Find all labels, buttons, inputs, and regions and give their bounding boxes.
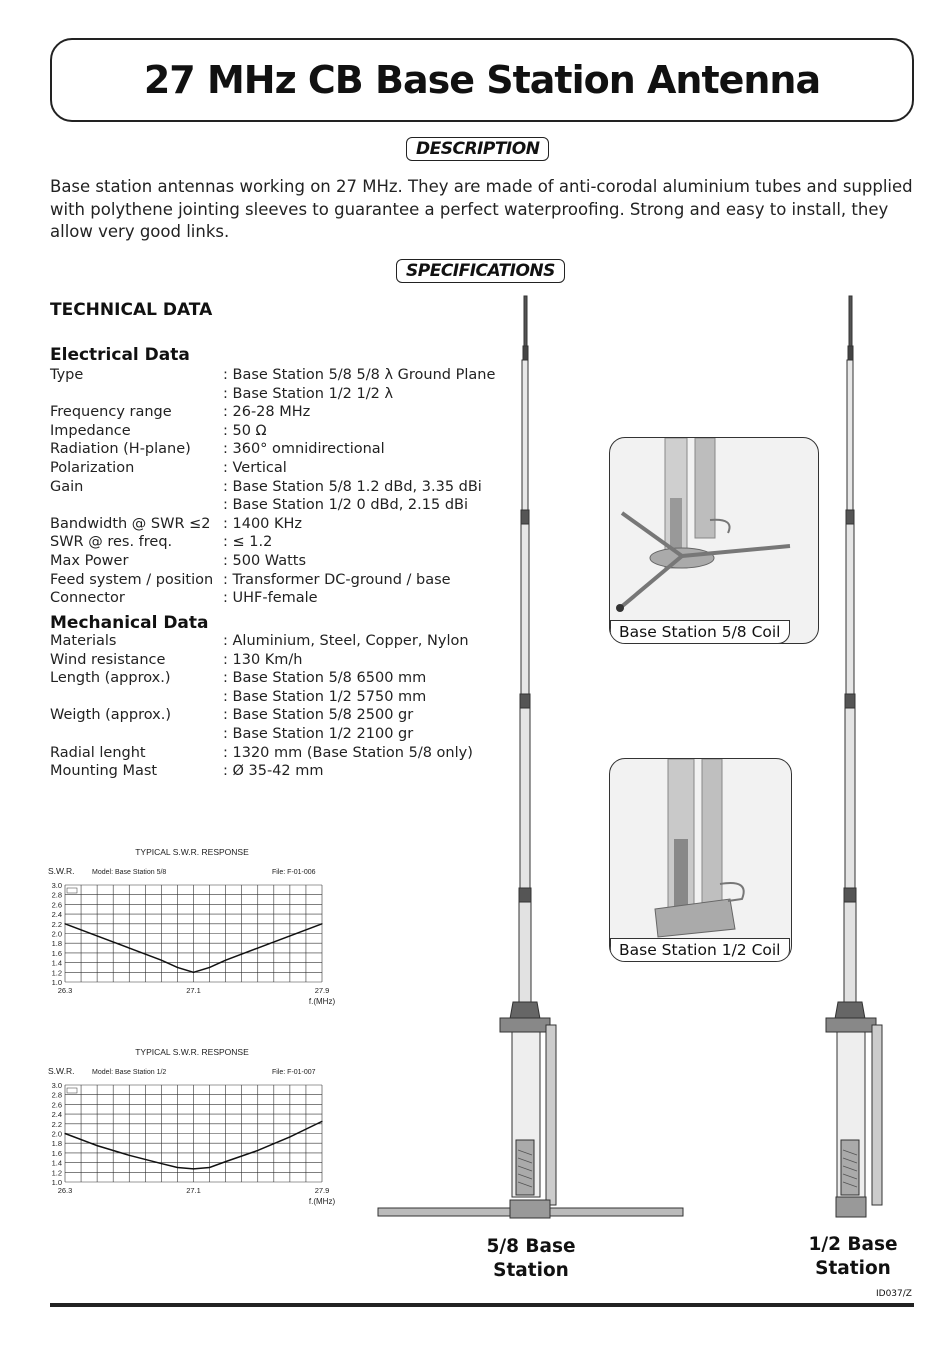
y-tick-label: 2.6 [51, 900, 62, 910]
y-tick-label: 2.2 [51, 919, 62, 929]
y-tick-label: 2.0 [51, 1129, 62, 1139]
spec-label: Gain [50, 478, 84, 495]
spec-label: Radiation (H-plane) [50, 441, 191, 458]
coil-1-2-caption: Base Station 1/2 Coil [610, 938, 790, 962]
y-tick-label: 3.0 [51, 1081, 62, 1090]
mechanical-heading: Mechanical Data [50, 613, 209, 633]
page-title: 27 MHz CB Base Station Antenna [143, 58, 821, 102]
spec-value: : Base Station 5/8 6500 mm [223, 670, 427, 687]
spec-value: : Base Station 5/8 1.2 dBd, 3.35 dBi [223, 478, 482, 495]
y-tick-label: 2.4 [51, 910, 62, 920]
spec-label: Mounting Mast [50, 763, 158, 780]
coil-1-2-image [610, 759, 791, 961]
swr-data-point [129, 1155, 130, 1156]
spec-value: : UHF-female [223, 590, 318, 607]
station-label-5-8 [466, 1235, 596, 1283]
spec-value: : Vertical [223, 460, 287, 476]
y-tick-label: 2.8 [51, 1090, 62, 1100]
electrical-heading: Electrical Data [50, 345, 190, 365]
y-tick-label: 2.6 [51, 1100, 62, 1110]
swr-chart-5-8 [30, 840, 360, 1015]
y-tick-label: 1.0 [51, 978, 62, 987]
station-1-2-line1: 1/2 Base [808, 1234, 898, 1255]
y-tick-label: 2.0 [51, 929, 62, 939]
swr-data-point [257, 947, 258, 948]
station-5-8-line1: 5/8 Base [486, 1236, 576, 1257]
swr-data-point [161, 960, 162, 961]
swr-data-point [209, 1167, 210, 1168]
swr-data-point [177, 1167, 178, 1168]
station-label-1-2 [790, 1233, 916, 1281]
document-reference: ID037/Z [876, 1289, 912, 1299]
antenna-1-2-drawing [800, 290, 910, 1230]
spec-value: : Base Station 1/2 2100 gr [223, 726, 414, 742]
spec-value: : ≤ 1.2 [223, 534, 273, 551]
spec-value: : 26-28 MHz [223, 404, 311, 421]
spec-label: Materials [50, 633, 117, 649]
swr-data-point [97, 1145, 98, 1146]
bottom-rule [50, 1303, 914, 1307]
spec-value: : Transformer DC-ground / base [223, 571, 451, 588]
spec-value: : Base Station 1/2 0 dBd, 2.15 dBi [223, 497, 468, 514]
y-axis-label: S.W.R. [48, 1066, 75, 1076]
chart-model: Model: Base Station 1/2 [92, 1069, 167, 1076]
description-text: Base station antennas working on 27 MHz. They are made of anti-corodal aluminium tubes and supplied with polythene jointing sleeves to guarantee a perfect waterproofing. Strong and easy to install, they allow very good links. [50, 177, 913, 241]
station-5-8-line2: Station [493, 1260, 569, 1281]
x-axis-label: f.(MHz) [308, 1197, 336, 1206]
spec-value: : 130 Km/h [223, 651, 303, 668]
spec-value: : 500 Watts [223, 553, 306, 569]
y-tick-label: 3.0 [51, 881, 62, 890]
technical-data-heading: TECHNICAL DATA [50, 300, 213, 320]
chart-model: Model: Base Station 5/8 [92, 869, 167, 876]
swr-data-point [129, 947, 130, 948]
legend-box [67, 1088, 77, 1093]
spec-label: SWR @ res. freq. [50, 534, 173, 551]
swr-data-point [321, 1121, 322, 1122]
swr-data-point [64, 923, 65, 924]
y-tick-label: 1.8 [51, 1139, 62, 1149]
swr-data-point [257, 1150, 258, 1151]
y-tick-label: 1.4 [51, 958, 62, 968]
swr-data-point [225, 960, 226, 961]
x-tick-label: 27.1 [186, 986, 201, 995]
spec-value: : Ø 35-42 mm [223, 763, 324, 780]
swr-data-point [64, 1133, 65, 1134]
y-tick-label: 2.8 [51, 890, 62, 900]
station-1-2-line2: Station [815, 1258, 891, 1279]
swr-data-point [161, 1163, 162, 1164]
y-tick-label: 1.6 [51, 948, 62, 958]
y-axis-label: S.W.R. [48, 866, 75, 876]
swr-data-point [97, 935, 98, 936]
spec-value: : 1320 mm (Base Station 5/8 only) [223, 744, 473, 761]
chart-title: TYPICAL S.W.R. RESPONSE [135, 847, 249, 857]
y-tick-label: 1.8 [51, 939, 62, 949]
swr-data-point [225, 1161, 226, 1162]
spec-value: : 1400 KHz [223, 515, 303, 532]
y-tick-label: 2.2 [51, 1119, 62, 1129]
spec-value: : Base Station 1/2 5750 mm [223, 688, 427, 705]
x-tick-label: 27.9 [314, 986, 330, 995]
spec-label: Max Power [50, 553, 129, 569]
spec-value: : Base Station 5/8 2500 gr [223, 707, 414, 724]
spec-label: Frequency range [50, 404, 172, 421]
title-box [50, 38, 914, 122]
swr-data-point [209, 967, 210, 968]
specifications-tag: SPECIFICATIONS [396, 259, 565, 283]
legend-box [67, 888, 77, 893]
spec-value: : Aluminium, Steel, Copper, Nylon [223, 633, 469, 649]
spec-label: Weigth (approx.) [50, 707, 171, 724]
chart-file-ref: File: F-01-006 [272, 869, 316, 876]
spec-value: : 360° omnidirectional [223, 441, 385, 458]
x-tick-label: 26.3 [57, 986, 73, 995]
swr-data-point [177, 967, 178, 968]
coil-photo-5-8 [609, 437, 819, 644]
chart-file-ref: File: F-01-007 [272, 1069, 316, 1076]
spec-label: Feed system / position [50, 571, 214, 588]
coil-photo-1-2 [609, 758, 792, 962]
swr-data-point [289, 935, 290, 936]
spec-label: Length (approx.) [50, 670, 171, 687]
coil-5-8-caption: Base Station 5/8 Coil [610, 620, 790, 644]
spec-label: Polarization [50, 460, 135, 476]
y-tick-label: 2.4 [51, 1110, 62, 1120]
spec-label: Wind resistance [50, 651, 166, 668]
swr-data-point [321, 923, 322, 924]
y-tick-label: 1.6 [51, 1148, 62, 1158]
x-axis-label: f.(MHz) [308, 997, 336, 1006]
swr-data-point [289, 1136, 290, 1137]
spec-label: Impedance [50, 422, 131, 439]
y-tick-label: 1.2 [51, 1168, 62, 1178]
coil-5-8-image [610, 438, 818, 643]
spec-value: : Base Station 5/8 5/8 λ Ground Plane [223, 367, 496, 383]
y-tick-label: 1.2 [51, 968, 62, 978]
spec-value: : 50 Ω [223, 422, 267, 439]
swr-data-point [193, 1168, 194, 1169]
y-tick-label: 1.0 [51, 1178, 62, 1187]
swr-chart-1-2 [30, 1040, 360, 1215]
swr-data-point [193, 972, 194, 973]
spec-value: : Base Station 1/2 1/2 λ [223, 385, 394, 402]
spec-label: Bandwidth @ SWR ≤2 [50, 515, 211, 532]
chart-title: TYPICAL S.W.R. RESPONSE [135, 1047, 249, 1057]
x-tick-label: 26.3 [57, 1186, 73, 1195]
description-tag: DESCRIPTION [406, 137, 549, 161]
spec-label: Type [50, 367, 84, 383]
spec-label: Radial lenght [50, 744, 146, 761]
x-tick-label: 27.9 [314, 1186, 330, 1195]
y-tick-label: 1.4 [51, 1158, 62, 1168]
spec-label: Connector [50, 590, 125, 607]
x-tick-label: 27.1 [186, 1186, 201, 1195]
